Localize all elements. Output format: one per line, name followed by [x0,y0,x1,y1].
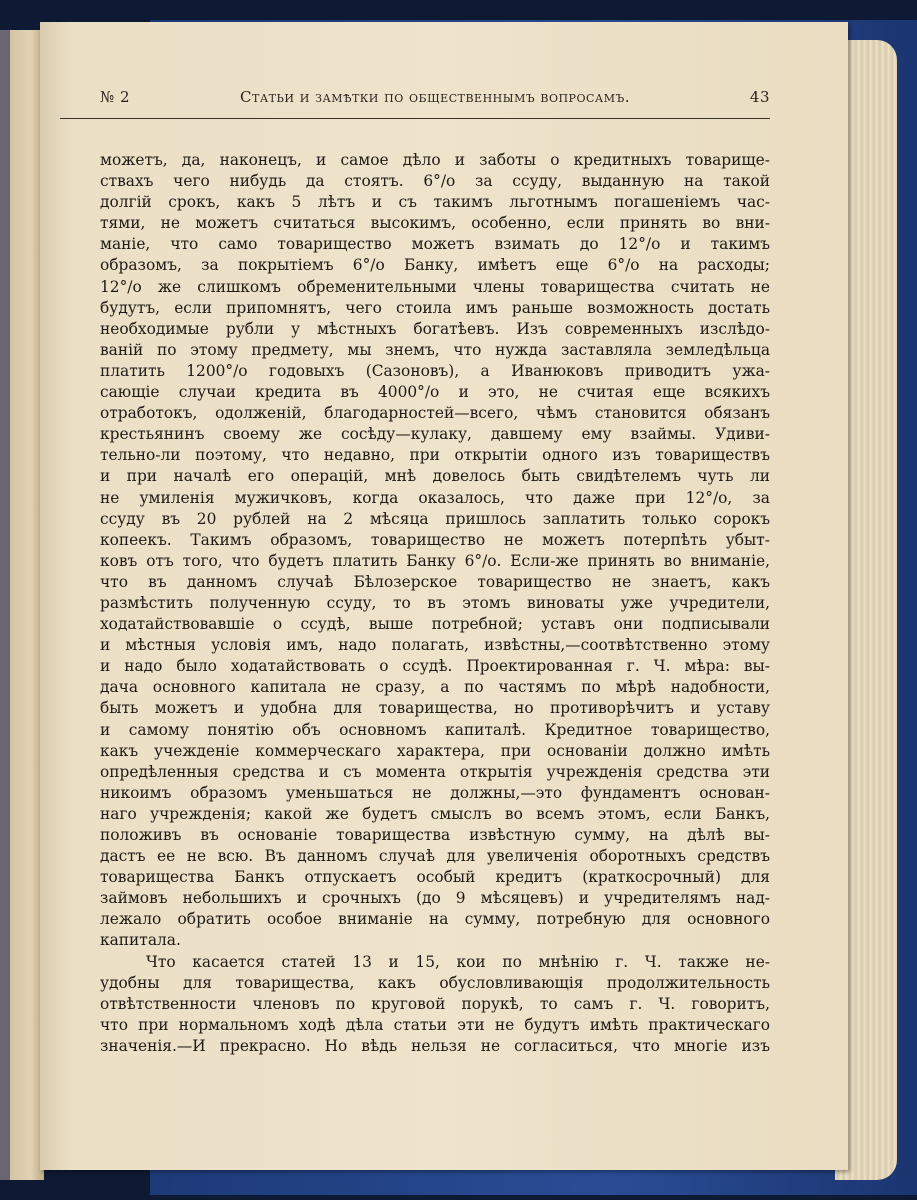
text-line: что въ данномъ случаѣ Бѣлозерское товарищество не знаетъ, какъ [100,572,770,591]
issue-number: № 2 [100,88,131,106]
text-line: ствахъ чего нибудь да стоятъ. 6°/о за ссуду, выданную на такой [100,172,770,191]
text-line: и при началѣ его операцій, мнѣ довелось быть свидѣтелемъ чуть ли [100,467,770,486]
text-line: можетъ, да, наконецъ, и самое дѣло и заботы о кредитныхъ товарище- [100,151,770,169]
text-line: ковъ отъ того, что будетъ платить Банку 6°/о. Если-же принять во вниманіе, [100,551,770,570]
text-line: образомъ, за покрытіемъ 6°/о Банку, имѣетъ еще 6°/о на расходы; [100,256,770,275]
text-line: тями, не можетъ считаться высокимъ, особенно, если принять во вни- [100,214,770,233]
text-line: никоимъ образомъ уменьшаться не должны,—это фундаментъ основан- [100,783,770,802]
text-line: долгій срокъ, какъ 5 лѣтъ и съ такимъ льготнымъ погашеніемъ час- [100,193,770,212]
text-line: что при нормальномъ ходѣ дѣла статьи эти не будутъ имѣть практическаго [100,1015,770,1034]
text-line: крестьянинъ своему же сосѣду—кулаку, давшему ему взаймы. Удиви- [100,425,770,444]
text-line: 12°/о же слишкомъ обременительными члены товарищества считать не [100,277,770,296]
body-text [100,150,770,1057]
text-line: и мѣстныя условія имъ, надо полагать, извѣстны,—соотвѣтственно этому [100,636,770,655]
text-line: положивъ въ основаніе товарищества извѣстную сумму, на дѣлѣ вы- [100,826,770,844]
text-line: дача основного капитала не сразу, а по частямъ по мѣрѣ надобности, [100,678,770,697]
text-line: тельно-ли поэтому, что недавно, при открытіи одного изъ товариществъ [100,446,770,465]
text-line: маніе, что само товарищество можетъ взимать до 12°/о и такимъ [100,235,770,254]
text-line: будутъ, если припомнятъ, чего стоила имъ раньше возможность достать [100,298,770,317]
book-spine [0,30,10,1180]
text-line: значенія.—И прекрасно. Но вѣдь нельзя не согласиться, что многіе изъ [100,1036,770,1055]
text-line: платить 1200°/о годовыхъ (Сазоновъ), а Иванюковъ приводитъ ужа- [100,361,770,380]
text-line: капитала. [100,931,181,950]
text-line: отработокъ, одолженій, благодарностей—всего, чѣмъ становится обязанъ [100,404,770,423]
text-line: дастъ ее не всю. Въ данномъ случаѣ для увеличенія оборотныхъ средствъ [100,847,770,866]
text-line: отвѣтственности членовъ по круговой порукѣ, то самъ г. Ч. говоритъ, [100,994,770,1013]
text-line: займовъ небольшихъ и срочныхъ (до 9 мѣсяцевъ) и учредителямъ над- [100,889,770,908]
text-line: быть можетъ и удобна для товарищества, но противорѣчитъ и уставу [100,699,770,718]
text-line: и надо было ходатайствовать о ссудѣ. Проектированная г. Ч. мѣра: вы- [100,657,770,676]
text-line: Что касается статей 13 и 15, кои по мнѣнію г. Ч. также не- [146,952,770,971]
section-title: Статьи и замѣтки по общественнымъ вопросамъ. [240,88,630,106]
text-line: лежало обратить особое вниманіе на сумму, потребную для основного [100,910,770,929]
text-line: ходатайствовавшіе о ссудѣ, выше потребной; уставъ они подписывали [100,615,770,634]
text-line: копеекъ. Такимъ образомъ, товарищество не можетъ потерпѣть убыт- [100,530,770,549]
text-line: необходимые рубли у мѣстныхъ богатѣевъ. Изъ современныхъ изслѣдо- [100,319,770,338]
text-line: какъ учежденіе коммерческаго характера, при основаніи должно имѣть [100,741,770,760]
running-header [60,88,770,119]
text-line: и самому понятію объ основномъ капиталѣ. Кредитное товарищество, [100,720,770,739]
text-line: размѣстить полученную ссуду, то въ этомъ виноваты уже учредители, [100,593,770,612]
text-line: ссуду въ 20 рублей на 2 мѣсяца пришлось заплатить только сорокъ [100,509,770,528]
text-line: не умиленія мужичковъ, когда оказалось, что даже при 12°/о, за [100,488,770,507]
text-line: сающіе случаи кредита въ 4000°/о и это, не считая еще всякихъ [100,383,770,402]
text-line: наго учрежденія; какой же будетъ смыслъ во всемъ этомъ, если Банкъ, [100,804,770,823]
page-number: 43 [749,88,770,106]
text-line: опредѣленныя средства и съ момента открытія учрежденія средства эти [100,762,770,781]
text-line: ваній по этому предмету, мы знемъ, что нужда заставляла земледѣльца [100,340,770,359]
text-line: удобны для товарищества, какъ обусловливающія продолжительность [100,973,770,992]
text-line: товарищества Банкъ отпускаетъ особый кредитъ (краткосрочный) для [100,868,770,887]
